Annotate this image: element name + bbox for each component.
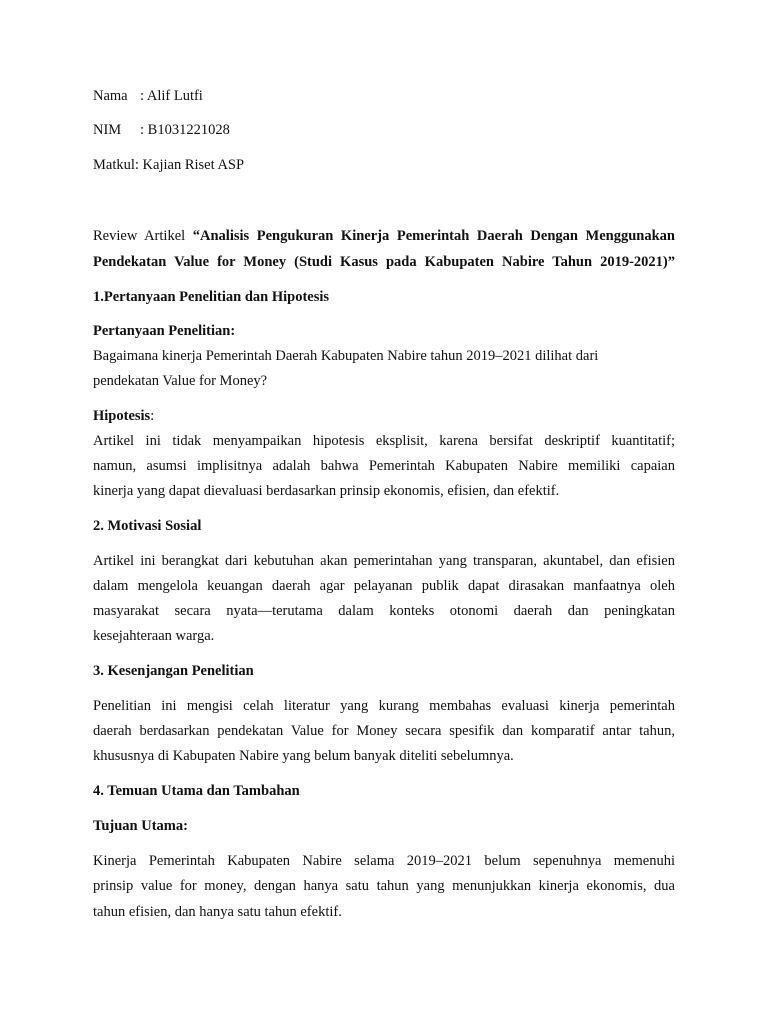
matkul-line: Matkul: Kajian Riset ASP bbox=[93, 157, 245, 173]
section-2-line-4: kesejahteraan warga. bbox=[93, 628, 215, 644]
section-2-line-3: masyarakat secara nyata—terutama dalam konteks otonomi daerah dan peningkatan bbox=[93, 603, 675, 619]
review-prefix: Review Artikel bbox=[93, 228, 193, 244]
research-question-heading: Pertanyaan Penelitian: bbox=[93, 323, 236, 339]
section-4-line-2: prinsip value for money, dengan hanya satu tahun yang menunjukkan kinerja ekonomis, dua bbox=[93, 878, 675, 894]
hypothesis-heading-row bbox=[93, 407, 154, 425]
nama-row bbox=[93, 87, 203, 105]
main-purpose-heading: Tujuan Utama: bbox=[93, 818, 188, 834]
review-title-line-1 bbox=[93, 227, 675, 245]
section-2-line-1: Artikel ini berangkat dari kebutuhan akan pemerintahan yang transparan, akuntabel, dan efisien bbox=[93, 553, 675, 569]
hypothesis-line-3: kinerja yang dapat dievaluasi berdasarkan prinsip ekonomis, efisien, dan efektif. bbox=[93, 483, 560, 499]
review-title-line-2: Pendekatan Value for Money (Studi Kasus pada Kabupaten Nabire Tahun 2019-2021)” bbox=[93, 254, 675, 270]
nama-value: : Alif Lutfi bbox=[140, 88, 203, 104]
review-title-part-1: “Analisis Pengukuran Kinerja Pemerintah Daerah Dengan Menggunakan bbox=[192, 228, 675, 244]
section-4-line-1: Kinerja Pemerintah Kabupaten Nabire selama 2019–2021 belum sepenuhnya memenuhi bbox=[93, 853, 675, 869]
nim-value: : B1031221028 bbox=[140, 122, 230, 138]
section-4-heading: 4. Temuan Utama dan Tambahan bbox=[93, 783, 300, 799]
research-question-line-1: Bagaimana kinerja Pemerintah Daerah Kabupaten Nabire tahun 2019–2021 dilihat dari bbox=[93, 348, 599, 364]
hypothesis-line-1: Artikel ini tidak menyampaikan hipotesis eksplisit, karena bersifat deskriptif kuantitatif; bbox=[93, 433, 675, 449]
section-3-line-1: Penelitian ini mengisi celah literatur yang kurang membahas evaluasi kinerja pemerintah bbox=[93, 698, 675, 714]
section-3-line-3: khususnya di Kabupaten Nabire yang belum banyak diteliti sebelumnya. bbox=[93, 748, 514, 764]
section-2-line-2: dalam mengelola keuangan daerah agar pelayanan publik dapat dirasakan manfaatnya oleh bbox=[93, 578, 675, 594]
section-2-heading: 2. Motivasi Sosial bbox=[93, 518, 202, 534]
section-4-line-3: tahun efisien, dan hanya satu tahun efektif. bbox=[93, 904, 342, 920]
section-3-line-2: daerah berdasarkan pendekatan Value for Money secara spesifik dan komparatif antar tahun, bbox=[93, 723, 675, 739]
nim-row bbox=[93, 121, 230, 139]
hypothesis-colon: : bbox=[150, 408, 155, 424]
hypothesis-line-2: namun, asumsi implisitnya adalah bahwa Pemerintah Kabupaten Nabire memiliki capaian bbox=[93, 458, 675, 474]
research-question-line-2: pendekatan Value for Money? bbox=[93, 373, 268, 389]
section-1-heading: 1.Pertanyaan Penelitian dan Hipotesis bbox=[93, 289, 330, 305]
nama-label: Nama bbox=[93, 88, 128, 104]
hypothesis-heading: Hipotesis bbox=[93, 408, 151, 424]
nim-label: NIM bbox=[93, 122, 122, 138]
section-3-heading: 3. Kesenjangan Penelitian bbox=[93, 663, 254, 679]
